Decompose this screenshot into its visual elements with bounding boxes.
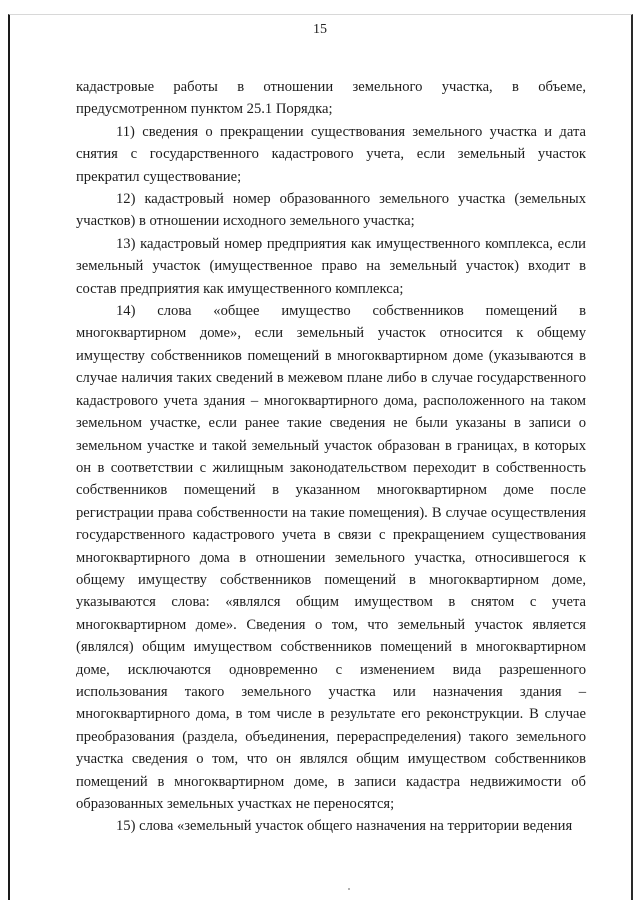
paragraph-item-11: 11) сведения о прекращении существования земельного участка и дата снятия с государственного кадастрового учета, если земельный участок прекратил существование; <box>76 123 586 185</box>
paragraph-item-13: 13) кадастровый номер предприятия как имущественного комплекса, если земельный участок (имущественное право на земельный участок) входит в состав предприятия как имущественного комплекса; <box>76 235 586 297</box>
paragraph-continuation: кадастровые работы в отношении земельного участка, в объеме, предусмотренном пунктом 25.1 Порядка; <box>76 79 586 118</box>
paragraph-item-12: 12) кадастровый номер образованного земельного участка (земельных участков) в отношении исходного земельного участка; <box>76 191 586 230</box>
document-body <box>76 76 586 838</box>
page-number: 15 <box>313 22 327 37</box>
paragraph-item-15: 15) слова «земельный участок общего назначения на территории ведения <box>116 818 573 835</box>
scan-speck <box>348 888 350 890</box>
paragraph-item-14: 14) слова «общее имущество собственников помещений в многоквартирном доме», если земельный участок относится к общему имуществу собственников помещений в многоквартирном доме (указываются в случае наличия таких сведений в межевом плане либо в случае государственного кадастрового учета здания – многоквартирного дома, расположенного на таком земельном участке, если ранее такие сведения не были указаны в записи о земельном участке и такой земельный участок образован в границах, в которых он в соответствии с жилищным законодательством переходит в собственность собственников помещений в указанном многоквартирном доме после регистрации права собственности на такие помещения). В случае осуществления государственного кадастрового учета в связи с прекращением существования многоквартирного дома в отношении земельного участка, относившегося к общему имуществу собственников помещений в многоквартирном доме, указываются слова: «являлся общим имуществом в снятом с учета многоквартирном доме». Сведения о том, что земельный участок является (являлся) общим имуществом собственников помещений в многоквартирном доме, исключаются одновременно с изменением вида разрешенного использования такого земельного участка или назначения здания – многоквартирного дома, в том числе в результате его реконструкции. В случае преобразования (раздела, объединения, перераспределения) такого земельного участка сведения о том, что он являлся общим имуществом собственников помещений в многоквартирном доме, в записи кадастра недвижимости об образованных земельных участках не переносятся; <box>76 303 586 812</box>
